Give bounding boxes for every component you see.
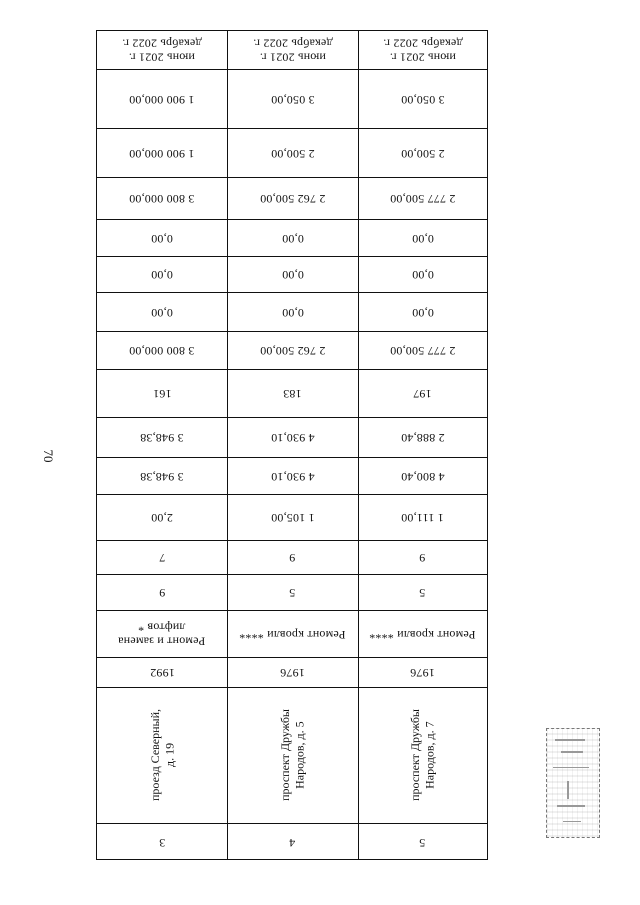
value-cell: 5	[289, 585, 296, 600]
value-cell: 183	[283, 386, 302, 401]
year-cell: 1976	[280, 665, 305, 680]
stamp-mark	[546, 728, 600, 838]
year-cell: 1976	[410, 665, 435, 680]
value-cell: 9	[158, 585, 166, 600]
work-type-cell: Ремонт кровли ****	[239, 627, 346, 642]
value-cell: 0,00	[151, 267, 173, 282]
work-type-cell: Ремонт кровли ****	[369, 627, 476, 642]
value-cell: 4 930,10	[270, 430, 315, 445]
value-cell: 3 948,38	[140, 469, 184, 484]
value-cell: 1 105,00	[270, 510, 315, 525]
value-cell: 197	[413, 386, 432, 401]
value-cell: 2 500,00	[270, 146, 315, 161]
period-cell: июнь 2021 г. декабрь 2022 г.	[252, 37, 333, 65]
value-cell: 9	[289, 550, 296, 565]
value-cell: 4 930,10	[270, 469, 315, 484]
row-number-cell: 4	[289, 835, 296, 850]
period-cell: июнь 2021 г. декабрь 2022 г.	[382, 37, 463, 65]
value-cell: 3 050,00	[400, 92, 445, 107]
value-cell: 1 111,00	[401, 510, 444, 525]
address-cell: проезд Северный, д. 19	[147, 709, 176, 801]
value-cell: 3 800 000,00	[129, 343, 195, 358]
value-cell: 3 948,38	[140, 430, 184, 445]
value-cell: 1 900 000,00	[129, 146, 195, 161]
value-cell: 1 900 000,00	[129, 92, 195, 107]
value-cell: 0,00	[411, 305, 434, 320]
value-cell: 2 500,00	[400, 146, 445, 161]
value-cell: 0,00	[411, 267, 434, 282]
value-cell: 9	[419, 550, 426, 565]
value-cell: 5	[419, 585, 426, 600]
address-cell: проспект Дружбы Народов, д. 5	[278, 709, 307, 801]
value-cell: 0,00	[281, 267, 304, 282]
work-type-cell: Ремонт и замена лифтов *	[118, 620, 206, 649]
value-cell: 2,00	[151, 510, 173, 525]
address-cell: проспект Дружбы Народов, д. 7	[408, 709, 437, 801]
value-cell: 0,00	[151, 231, 173, 246]
value-cell: 0,00	[281, 305, 304, 320]
value-cell: 2 762 500,00	[259, 191, 326, 206]
period-cell: июнь 2021 г. декабрь 2022 г.	[122, 37, 202, 65]
value-cell: 161	[152, 386, 172, 401]
value-cell: 0,00	[411, 231, 434, 246]
year-cell: 1992	[149, 665, 175, 680]
value-cell: 0,00	[281, 231, 304, 246]
value-cell: 3 050,00	[270, 92, 315, 107]
row-number-cell: 5	[419, 835, 426, 850]
value-cell: 4 800,40	[400, 469, 445, 484]
value-cell: 7	[158, 550, 166, 565]
row-number-cell: 3	[158, 835, 166, 850]
value-cell: 2 777 500,00	[389, 191, 456, 206]
value-cell: 0,00	[151, 305, 173, 320]
value-cell: 3 800 000,00	[129, 191, 195, 206]
value-cell: 2 762 500,00	[259, 343, 326, 358]
value-cell: 2 777 500,00	[389, 343, 456, 358]
value-cell: 2 888,40	[400, 430, 445, 445]
page-number: 70	[41, 449, 56, 463]
data-table	[96, 30, 488, 860]
